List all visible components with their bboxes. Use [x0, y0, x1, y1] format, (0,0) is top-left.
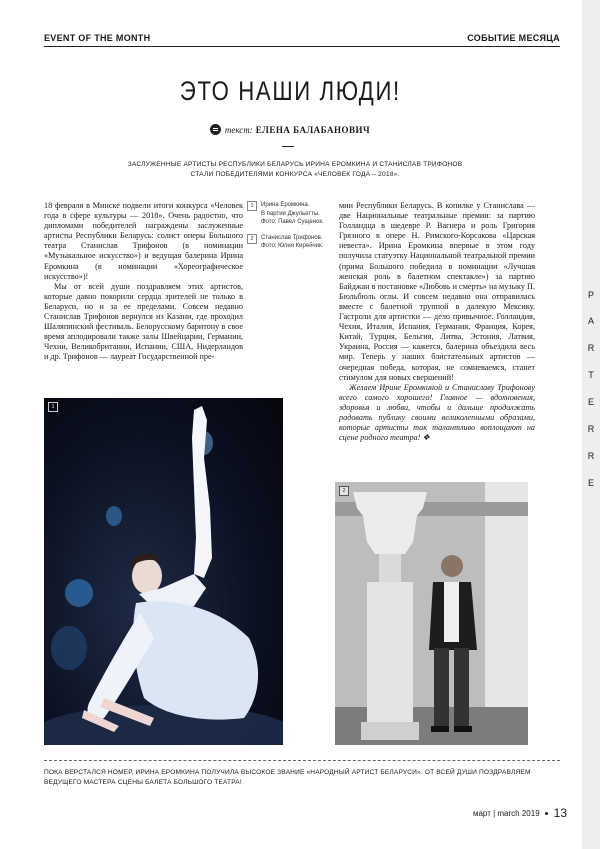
caption-line: Станислав Трифонов. [261, 234, 323, 241]
side-letter: R [587, 343, 595, 353]
byline-author: ЕЛЕНА БАЛАБАНОВИЧ [255, 124, 371, 135]
footnote: ПОКА ВЕРСТАЛСЯ НОМЕР, ИРИНА ЕРОМКИНА ПОЛУЧИЛА ВЫСОКОЕ ЗВАНИЕ «НАРОДНЫЙ АРТИСТ БЕЛАРУСИ». ОТ ВСЕЙ ДУШИ ПОЗДРАВЛЯЕМ ВЕДУЩЕГО МАСТЕРА СЦЕНЫ БАЛЕТА БОЛЬШОГО ТЕАТРА! [44, 769, 531, 786]
photo-singer [335, 482, 528, 745]
bullet-icon [545, 812, 548, 815]
paragraph: 18 февраля в Минске подвели итоги конкурса «Человек года в сфере культуры — 2018». Очень радостно, что дипломами победителей награждены заслуженные артисты Республики Беларусь: солист оперы Большого театра Станислав Трифонов (в номинации «Музыкальное искусство») и ведущая балерина Ирина Еромкина (в номинации «Хореографическое искусство»)! [44, 201, 243, 281]
title-dash [282, 146, 294, 147]
issue-date: март | march 2019 [472, 808, 540, 818]
caption-line: Фото: Юлия Кирейчик. [261, 243, 324, 249]
byline [0, 124, 580, 135]
caption-2 [247, 234, 333, 251]
side-letter: R [587, 424, 595, 434]
closing-wish: Желаем Ирине Еромкиной и Станиславу Трифонову всего самого хорошего! Главное — вдохновения, здоровья и любви, чтобы и дальше продолжать радовать публику своими великолепными образами, которые артисты так талантливо воплощают на сцене родного театра! ❖ [339, 382, 535, 443]
caption-line: В партии Джульетты. [261, 210, 320, 217]
singer-illustration [335, 482, 528, 745]
photo-number: 1 [48, 402, 58, 412]
page-folio [473, 806, 567, 820]
page-number: 13 [553, 806, 567, 820]
ballerina-illustration [44, 398, 283, 745]
text-column-right [339, 201, 535, 443]
article-title: ЭТО НАШИ ЛЮДИ! [179, 76, 401, 106]
paragraph: Мы от всей души поздравляем этих артистов, которые давно покорили сердца зрителей не только в Беларуси, но и за ее пределами. Совсем недавно Станислав Трифонов вернулся из Казани, где проходил Шаляпинский фестиваль. Белорусскому баритону в свое время аплодировали также залы Швейцарии, Германии, Чехии, Великобритании, Испании, США, Нидерландов и др. Трифонов — лауреат Государственной пре- [44, 281, 243, 362]
side-letter: P [587, 290, 594, 300]
caption-1 [247, 201, 333, 227]
caption-number: 2 [247, 234, 257, 244]
section-label-ru: СОБЫТИЕ МЕСЯЦА [467, 33, 560, 43]
lead-paragraph: ЗАСЛУЖЕННЫЕ АРТИСТЫ РЕСПУБЛИКИ БЕЛАРУСЬ ИРИНА ЕРОМКИНА И СТАНИСЛАВ ТРИФОНОВ СТАЛИ ПОБЕДИТЕЛЯМИ КОНКУРСА «ЧЕЛОВЕК ГОДА – 2018». [127, 161, 463, 178]
paragraph: мии Республики Беларусь. В копилке у Станислава — две Национальные театральные премии: за партию Голландца в шедевре Р. Вагнера и роль Григория Грязного в опере Н. Римского-Корсакова «Царская невеста». Ирина Еромкина впервые в этом году получила статуэтку Национальной театральной премии (прима Большого победила в номинации «Лучшая женская роль в балетном спектакле») за партию Байджан в постановке «Любовь и смерть» на музыку П. Бюльбюль оглы. И совсем недавно она отправилась вместе с балетной труппой в далекую Мексику. Гастроли для артистки — дело привычное. Голландия, Чехия, Италия, Испания, Германия, Франция, Корея, Китай, Турция, Бельгия, Литва, Эстония, Латвия, Украина, Россия — кажется, балерина объездила весь мир. Теперь у наших блистательных артистов — очередная победа, которая, не сомневаемся, станет стимулом для новых свершений! [339, 201, 535, 382]
caption-line: Ирина Еромкина. [261, 202, 310, 208]
menu-lines-icon [210, 124, 221, 135]
caption-line: Фото: Павел Сущенок. [261, 219, 324, 225]
footnote-rule [44, 760, 560, 761]
header-rule [44, 46, 560, 47]
side-letter: E [587, 397, 594, 407]
side-letter: E [587, 478, 594, 488]
caption-number: 1 [247, 201, 257, 211]
side-word [582, 290, 600, 505]
side-letter: R [587, 451, 595, 461]
section-label-en: EVENT OF THE MONTH [44, 33, 151, 43]
text-column-left [44, 201, 243, 363]
side-letter: A [587, 316, 594, 326]
photo-number: 2 [339, 486, 349, 496]
photo-captions [247, 201, 333, 258]
byline-prefix: текст: [224, 124, 253, 135]
photo-ballerina [44, 398, 283, 745]
side-letter: T [588, 370, 594, 380]
